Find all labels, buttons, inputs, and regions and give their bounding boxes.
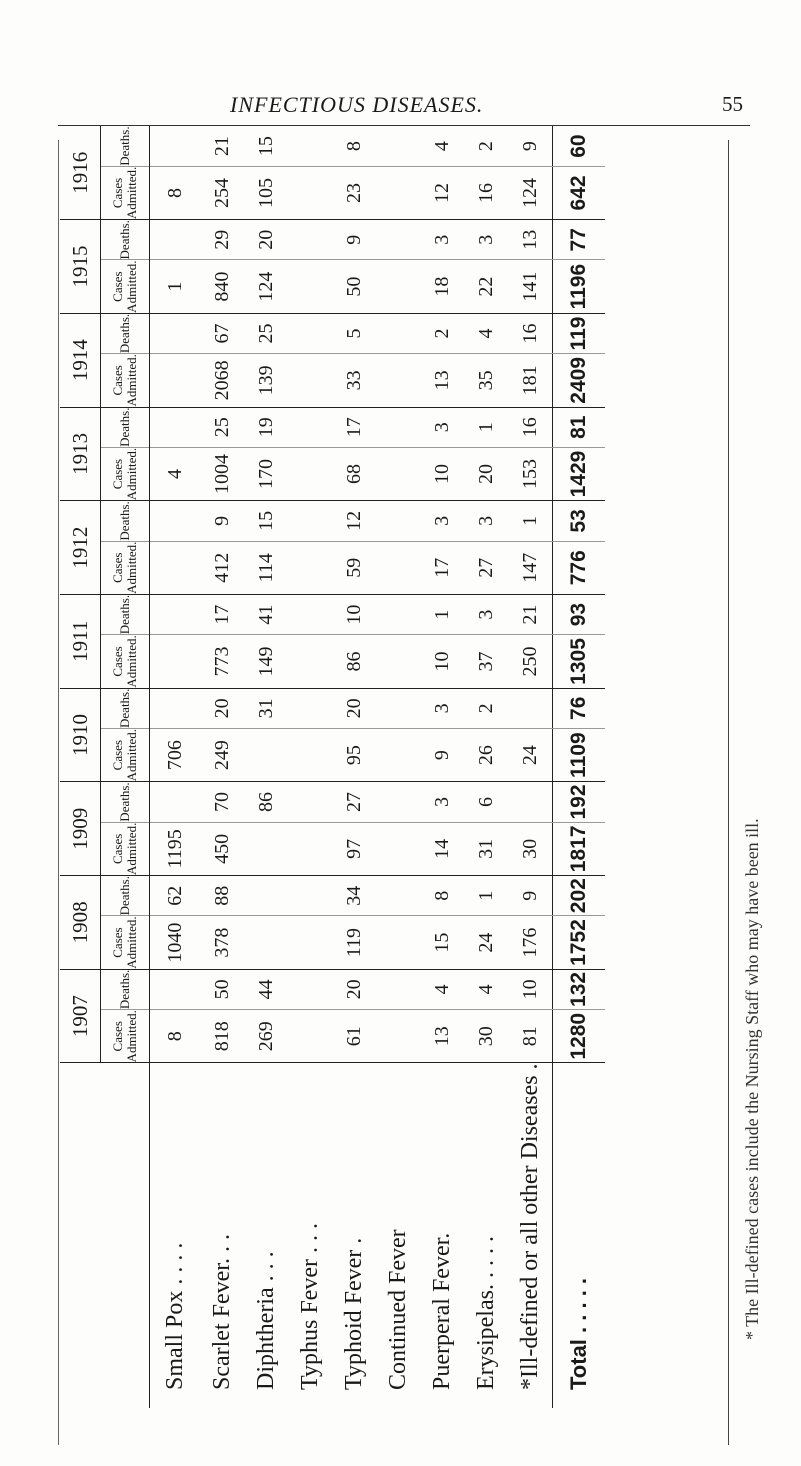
cases-cell: 18 xyxy=(420,260,464,313)
cases-cell: 149 xyxy=(244,635,288,688)
cases-cell: 2409 xyxy=(553,354,606,407)
year-header: 1915 xyxy=(60,220,101,314)
deaths-cell: 1 xyxy=(464,876,508,916)
cases-cell: 1817 xyxy=(553,822,606,875)
cases-cell: 95 xyxy=(332,728,376,781)
cases-cell: 153 xyxy=(508,447,553,500)
cases-cell xyxy=(288,354,332,407)
cases-cell xyxy=(288,728,332,781)
cases-cell: 86 xyxy=(332,635,376,688)
deaths-cell: 44 xyxy=(244,969,288,1009)
deaths-cell xyxy=(376,220,420,260)
cases-cell: 1196 xyxy=(553,260,606,313)
deaths-header: Deaths. xyxy=(101,407,150,447)
year-header: 1907 xyxy=(60,969,101,1063)
cases-cell: 9 xyxy=(420,728,464,781)
cases-cell: 119 xyxy=(332,916,376,969)
deaths-cell xyxy=(376,688,420,728)
cases-cell: 124 xyxy=(508,166,553,219)
cases-cell xyxy=(150,541,201,594)
cases-cell: 10 xyxy=(420,635,464,688)
deaths-cell: 20 xyxy=(332,688,376,728)
cases-cell: 1429 xyxy=(553,447,606,500)
deaths-cell: 119 xyxy=(553,313,606,353)
cases-cell xyxy=(376,260,420,313)
cases-cell: 2068 xyxy=(200,354,244,407)
deaths-header: Deaths. xyxy=(101,782,150,822)
deaths-cell: 3 xyxy=(464,501,508,541)
cases-cell: 8 xyxy=(150,1010,201,1063)
cases-cell: 26 xyxy=(464,728,508,781)
cases-cell xyxy=(288,166,332,219)
cases-cell: 147 xyxy=(508,541,553,594)
deaths-cell: 8 xyxy=(420,876,464,916)
deaths-cell: 9 xyxy=(200,501,244,541)
disease-name: Continued Fever xyxy=(384,1229,411,1390)
deaths-cell: 3 xyxy=(420,501,464,541)
cases-cell: 12 xyxy=(420,166,464,219)
deaths-cell: 34 xyxy=(332,876,376,916)
deaths-cell xyxy=(288,969,332,1009)
deaths-cell xyxy=(376,594,420,634)
deaths-cell: 15 xyxy=(244,501,288,541)
deaths-cell xyxy=(376,969,420,1009)
deaths-cell: 3 xyxy=(420,688,464,728)
cases-cell xyxy=(288,447,332,500)
cases-cell: 840 xyxy=(200,260,244,313)
cases-cell: 706 xyxy=(150,728,201,781)
year-header: 1908 xyxy=(60,876,101,970)
deaths-cell: 86 xyxy=(244,782,288,822)
year-header: 1910 xyxy=(60,688,101,782)
cases-admitted-header: Cases Admitted. xyxy=(101,635,150,688)
deaths-cell: 8 xyxy=(332,126,376,166)
deaths-cell: 10 xyxy=(332,594,376,634)
deaths-cell xyxy=(150,407,201,447)
deaths-cell: 4 xyxy=(464,313,508,353)
table-row xyxy=(376,126,420,1408)
deaths-cell: 88 xyxy=(200,876,244,916)
cases-cell: 181 xyxy=(508,354,553,407)
deaths-cell: 132 xyxy=(553,969,606,1009)
cases-cell: 14 xyxy=(420,822,464,875)
deaths-cell: 5 xyxy=(332,313,376,353)
deaths-cell xyxy=(288,407,332,447)
table-row xyxy=(508,126,553,1408)
deaths-cell xyxy=(244,876,288,916)
cases-cell: 13 xyxy=(420,354,464,407)
deaths-cell xyxy=(150,126,201,166)
deaths-cell xyxy=(376,313,420,353)
cases-admitted-header: Cases Admitted. xyxy=(101,260,150,313)
deaths-header: Deaths. xyxy=(101,876,150,916)
cases-cell: 15 xyxy=(420,916,464,969)
cases-cell: 30 xyxy=(508,822,553,875)
deaths-cell: 9 xyxy=(508,126,553,166)
cases-cell: 141 xyxy=(508,260,553,313)
deaths-cell xyxy=(376,876,420,916)
cases-cell: 59 xyxy=(332,541,376,594)
cases-cell: 114 xyxy=(244,541,288,594)
deaths-cell: 10 xyxy=(508,969,553,1009)
deaths-cell xyxy=(150,782,201,822)
cases-admitted-header: Cases Admitted. xyxy=(101,447,150,500)
cases-cell: 1 xyxy=(150,260,201,313)
cases-cell xyxy=(244,916,288,969)
deaths-cell: 29 xyxy=(200,220,244,260)
cases-cell: 8 xyxy=(150,166,201,219)
cases-cell: 269 xyxy=(244,1010,288,1063)
footnote xyxy=(742,640,762,1340)
page-header xyxy=(0,92,801,122)
cases-cell: 1004 xyxy=(200,447,244,500)
cases-cell: 97 xyxy=(332,822,376,875)
cases-cell xyxy=(288,916,332,969)
deaths-cell: 20 xyxy=(332,969,376,1009)
year-header: 1913 xyxy=(60,407,101,501)
deaths-cell: 3 xyxy=(464,594,508,634)
cases-cell: 17 xyxy=(420,541,464,594)
cases-cell: 450 xyxy=(200,822,244,875)
cases-cell: 20 xyxy=(464,447,508,500)
deaths-header: Deaths. xyxy=(101,688,150,728)
deaths-cell: 13 xyxy=(508,220,553,260)
deaths-cell: 62 xyxy=(150,876,201,916)
table-row xyxy=(420,126,464,1408)
page-number: 55 xyxy=(722,92,743,116)
cases-cell xyxy=(288,635,332,688)
deaths-header: Deaths. xyxy=(101,501,150,541)
cases-cell: 10 xyxy=(420,447,464,500)
deaths-cell: 1 xyxy=(464,407,508,447)
table-row xyxy=(332,126,376,1408)
cases-cell xyxy=(376,541,420,594)
table-frame-right xyxy=(728,140,729,1445)
deaths-cell: 21 xyxy=(200,126,244,166)
deaths-cell xyxy=(508,782,553,822)
disease-name: Small Pox . . . . xyxy=(161,1242,188,1390)
deaths-cell: 25 xyxy=(244,313,288,353)
deaths-cell: 4 xyxy=(464,969,508,1009)
cases-cell: 642 xyxy=(553,166,606,219)
deaths-cell: 16 xyxy=(508,313,553,353)
cases-cell: 68 xyxy=(332,447,376,500)
cases-admitted-header: Cases Admitted. xyxy=(101,166,150,219)
deaths-cell xyxy=(150,313,201,353)
cases-cell: 1040 xyxy=(150,916,201,969)
deaths-header: Deaths. xyxy=(101,969,150,1009)
cases-cell xyxy=(376,1010,420,1063)
deaths-cell: 2 xyxy=(420,313,464,353)
cases-cell xyxy=(244,822,288,875)
cases-cell: 776 xyxy=(553,541,606,594)
cases-cell xyxy=(150,354,201,407)
deaths-cell: 202 xyxy=(553,876,606,916)
cases-cell xyxy=(376,822,420,875)
deaths-cell xyxy=(288,220,332,260)
disease-name: Scarlet Fever. . . xyxy=(208,1234,235,1390)
total-row xyxy=(553,126,606,1408)
deaths-cell: 17 xyxy=(332,407,376,447)
deaths-cell xyxy=(508,688,553,728)
deaths-cell: 1 xyxy=(420,594,464,634)
cases-cell: 16 xyxy=(464,166,508,219)
deaths-header: Deaths. xyxy=(101,126,150,166)
deaths-cell: 12 xyxy=(332,501,376,541)
deaths-cell xyxy=(150,688,201,728)
cases-admitted-header: Cases Admitted. xyxy=(101,354,150,407)
disease-name: Puerperal Fever. xyxy=(428,1232,455,1390)
disease-name: Total . . . . . xyxy=(553,1063,606,1408)
cases-admitted-header: Cases Admitted. xyxy=(101,728,150,781)
cases-cell: 124 xyxy=(244,260,288,313)
cases-cell: 27 xyxy=(464,541,508,594)
deaths-cell xyxy=(288,782,332,822)
deaths-cell: 3 xyxy=(420,220,464,260)
deaths-cell: 3 xyxy=(420,407,464,447)
deaths-cell: 3 xyxy=(420,782,464,822)
deaths-cell xyxy=(288,126,332,166)
deaths-cell: 17 xyxy=(200,594,244,634)
deaths-cell: 9 xyxy=(508,876,553,916)
cases-cell: 1195 xyxy=(150,822,201,875)
cases-cell: 176 xyxy=(508,916,553,969)
cases-cell: 1305 xyxy=(553,635,606,688)
cases-cell: 22 xyxy=(464,260,508,313)
year-header: 1909 xyxy=(60,782,101,876)
deaths-cell xyxy=(150,501,201,541)
page-title: INFECTIOUS DISEASES. xyxy=(230,92,484,117)
cases-cell xyxy=(288,541,332,594)
deaths-cell: 19 xyxy=(244,407,288,447)
cases-cell: 35 xyxy=(464,354,508,407)
deaths-cell: 192 xyxy=(553,782,606,822)
deaths-cell: 41 xyxy=(244,594,288,634)
cases-cell: 23 xyxy=(332,166,376,219)
deaths-cell: 60 xyxy=(553,126,606,166)
cases-cell: 13 xyxy=(420,1010,464,1063)
cases-cell: 105 xyxy=(244,166,288,219)
deaths-cell: 20 xyxy=(200,688,244,728)
deaths-cell: 70 xyxy=(200,782,244,822)
deaths-cell xyxy=(288,688,332,728)
cases-cell: 818 xyxy=(200,1010,244,1063)
deaths-cell: 76 xyxy=(553,688,606,728)
table-row xyxy=(464,126,508,1408)
table-row xyxy=(200,126,244,1408)
cases-cell: 1752 xyxy=(553,916,606,969)
cases-cell xyxy=(376,354,420,407)
cases-cell xyxy=(376,916,420,969)
year-header: 1912 xyxy=(60,501,101,595)
cases-cell: 773 xyxy=(200,635,244,688)
deaths-cell: 21 xyxy=(508,594,553,634)
deaths-cell: 81 xyxy=(553,407,606,447)
cases-cell xyxy=(288,260,332,313)
year-header: 1916 xyxy=(60,126,101,219)
deaths-cell xyxy=(288,501,332,541)
deaths-cell: 3 xyxy=(464,220,508,260)
cases-cell: 1109 xyxy=(553,728,606,781)
deaths-header: Deaths. xyxy=(101,594,150,634)
table-row xyxy=(288,126,332,1408)
cases-cell xyxy=(288,822,332,875)
cases-cell: 254 xyxy=(200,166,244,219)
cases-cell: 378 xyxy=(200,916,244,969)
cases-cell xyxy=(150,635,201,688)
deaths-cell: 93 xyxy=(553,594,606,634)
cases-cell: 61 xyxy=(332,1010,376,1063)
deaths-cell: 50 xyxy=(200,969,244,1009)
cases-cell: 170 xyxy=(244,447,288,500)
deaths-header: Deaths. xyxy=(101,220,150,260)
disease-name: Diphtheria . . . xyxy=(252,1251,279,1390)
deaths-cell: 2 xyxy=(464,688,508,728)
deaths-cell: 53 xyxy=(553,501,606,541)
footnote-text: * The Ill-defined cases include the Nursing Staff who may have been ill. xyxy=(742,818,762,1340)
cases-admitted-header: Cases Admitted. xyxy=(101,541,150,594)
deaths-cell: 1 xyxy=(508,501,553,541)
cases-cell: 249 xyxy=(200,728,244,781)
deaths-cell xyxy=(376,407,420,447)
deaths-cell: 2 xyxy=(464,126,508,166)
deaths-cell: 4 xyxy=(420,126,464,166)
disease-name: Typhus Fever . . . xyxy=(296,1223,323,1390)
table-frame-left xyxy=(58,140,59,1445)
cases-cell xyxy=(376,635,420,688)
cases-cell: 250 xyxy=(508,635,553,688)
deaths-cell xyxy=(150,969,201,1009)
cases-cell: 50 xyxy=(332,260,376,313)
disease-name: *Ill-defined or all other Diseases . xyxy=(516,1063,543,1390)
table-row xyxy=(244,126,288,1408)
cases-cell xyxy=(376,447,420,500)
deaths-cell xyxy=(288,594,332,634)
cases-cell: 31 xyxy=(464,822,508,875)
cases-cell: 1280 xyxy=(553,1010,606,1063)
cases-admitted-header: Cases Admitted. xyxy=(101,916,150,969)
cases-admitted-header: Cases Admitted. xyxy=(101,1010,150,1063)
cases-cell: 24 xyxy=(464,916,508,969)
table-row xyxy=(150,126,201,1408)
disease-name: Erysipelas. . . . . xyxy=(472,1236,499,1390)
disease-name: Typhoid Fever . xyxy=(340,1237,367,1390)
deaths-cell: 15 xyxy=(244,126,288,166)
cases-cell: 139 xyxy=(244,354,288,407)
cases-cell: 33 xyxy=(332,354,376,407)
cases-cell: 30 xyxy=(464,1010,508,1063)
cases-admitted-header: Cases Admitted. xyxy=(101,822,150,875)
cases-cell: 37 xyxy=(464,635,508,688)
cases-cell: 4 xyxy=(150,447,201,500)
cases-cell xyxy=(288,1010,332,1063)
deaths-cell: 31 xyxy=(244,688,288,728)
deaths-cell xyxy=(376,782,420,822)
deaths-cell xyxy=(150,594,201,634)
deaths-cell: 9 xyxy=(332,220,376,260)
deaths-cell: 6 xyxy=(464,782,508,822)
deaths-cell: 67 xyxy=(200,313,244,353)
deaths-cell: 77 xyxy=(553,220,606,260)
deaths-cell xyxy=(288,876,332,916)
cases-cell: 412 xyxy=(200,541,244,594)
cases-cell xyxy=(376,728,420,781)
year-header: 1911 xyxy=(60,594,101,688)
deaths-cell: 4 xyxy=(420,969,464,1009)
deaths-cell xyxy=(150,220,201,260)
disease-column-header xyxy=(60,1063,150,1408)
deaths-cell: 27 xyxy=(332,782,376,822)
cases-cell: 24 xyxy=(508,728,553,781)
cases-cell xyxy=(376,166,420,219)
deaths-cell: 16 xyxy=(508,407,553,447)
year-header: 1914 xyxy=(60,313,101,407)
deaths-cell: 20 xyxy=(244,220,288,260)
infectious-diseases-table xyxy=(60,126,605,1408)
deaths-cell xyxy=(376,501,420,541)
deaths-cell xyxy=(288,313,332,353)
deaths-cell xyxy=(376,126,420,166)
deaths-header: Deaths. xyxy=(101,313,150,353)
cases-cell xyxy=(244,728,288,781)
cases-cell: 81 xyxy=(508,1010,553,1063)
deaths-cell: 25 xyxy=(200,407,244,447)
